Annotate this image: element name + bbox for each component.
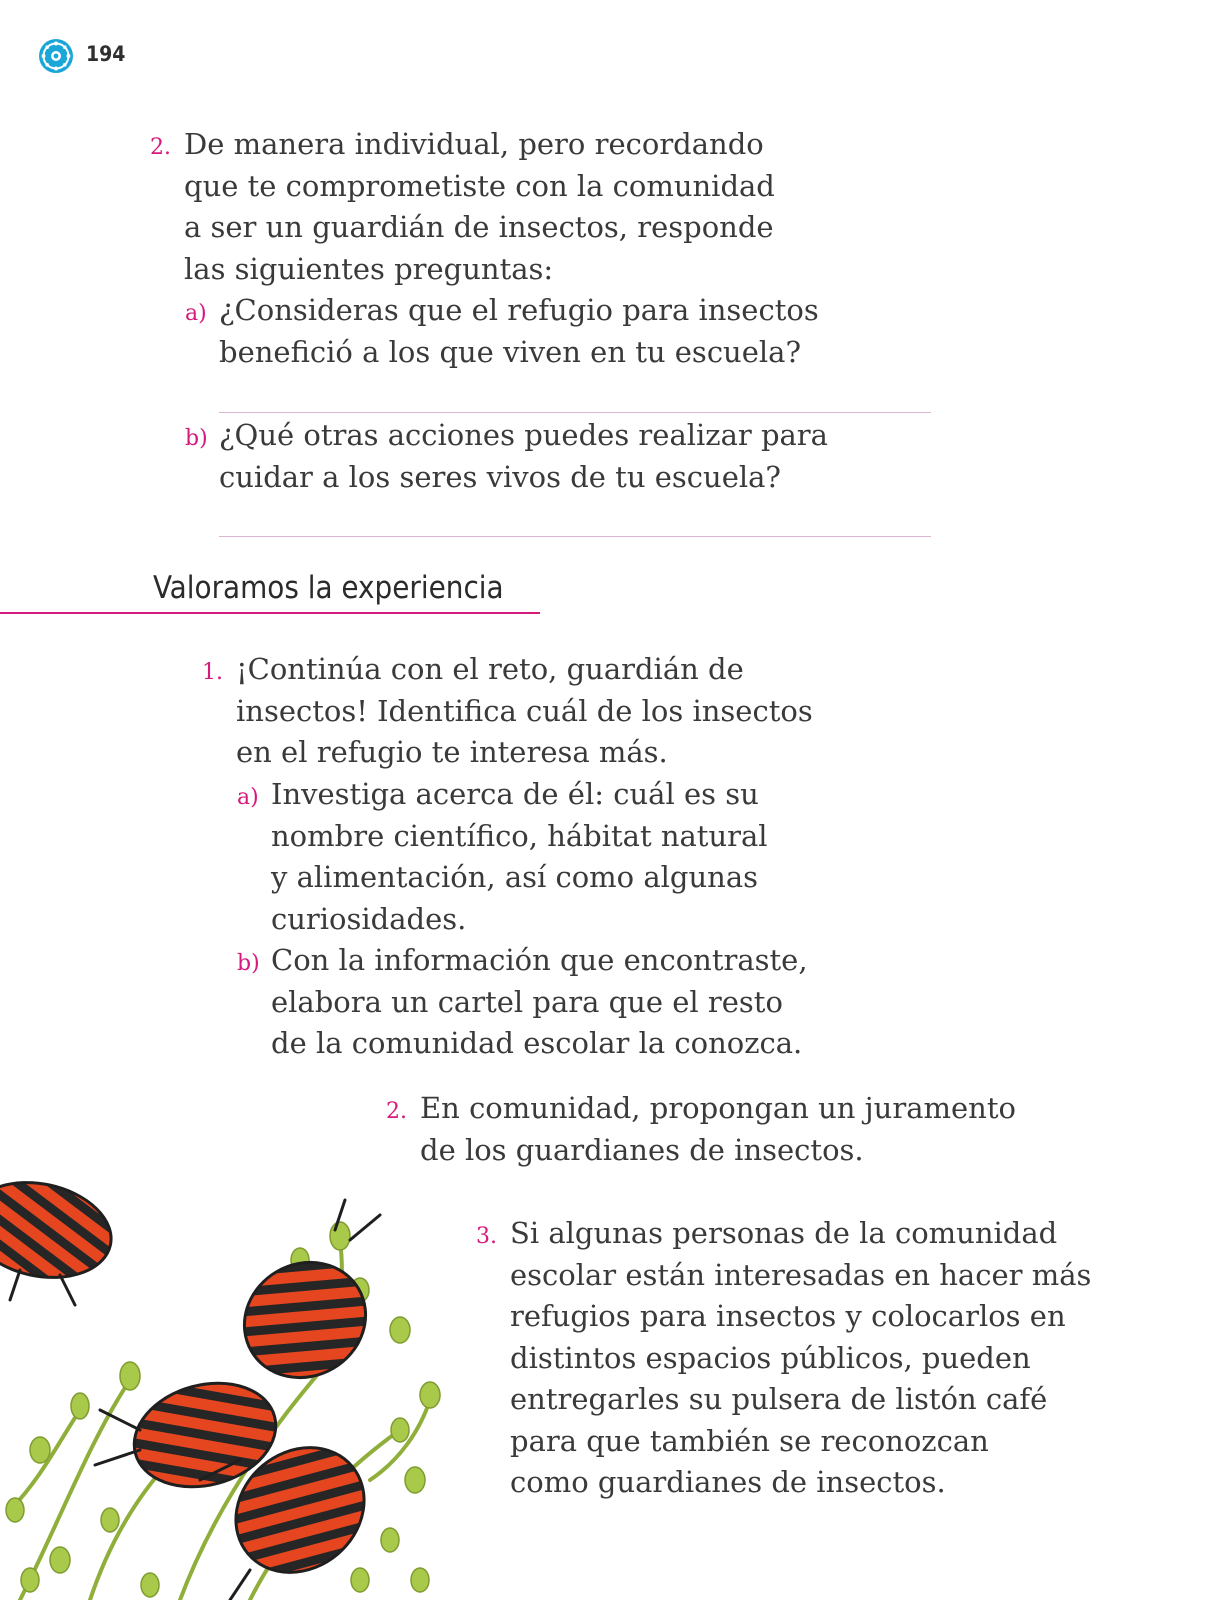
section-title: Valoramos la experiencia	[153, 570, 504, 606]
text-line: curiosidades.	[271, 901, 467, 936]
text-line: insectos! Identifica cuál de los insectos	[236, 693, 813, 728]
text-line: y alimentación, así como algunas	[271, 860, 759, 894]
answer-line[interactable]	[219, 536, 931, 537]
text-line: de la comunidad escolar la conozca.	[271, 1026, 803, 1060]
text-line: cuidar a los seres vivos de tu escuela?	[219, 459, 781, 494]
text-line: ¿Qué otras acciones puedes realizar para	[219, 418, 828, 452]
text-line: nombre científico, hábitat natural	[271, 818, 768, 853]
text-line: a ser un guardián de insectos, responde	[184, 210, 774, 244]
answer-line[interactable]	[219, 412, 931, 413]
text-line: en el refugio te interesa más.	[236, 735, 668, 769]
text-line: de los guardianes de insectos.	[420, 1132, 864, 1167]
heading-underline	[0, 612, 540, 614]
text-line: Con la información que encontraste,	[271, 943, 808, 977]
beetles-illustration	[0, 1180, 460, 1600]
text-line: como guardianes de insectos.	[510, 1465, 946, 1499]
sub-item-marker: b)	[185, 426, 208, 451]
text-line: las siguientes preguntas:	[184, 251, 554, 286]
text-line: para que también se reconozcan	[510, 1423, 989, 1458]
text-line: De manera individual, pero recordando	[184, 127, 764, 161]
page-number: 194	[86, 42, 126, 66]
sub-item-marker: a)	[185, 301, 207, 326]
item-number: 1.	[202, 660, 223, 685]
item-number: 2.	[386, 1099, 407, 1124]
item-number: 2.	[150, 135, 171, 160]
text-line: ¡Continúa con el reto, guardián de	[236, 652, 744, 686]
text-line: que te comprometiste con la comunidad	[184, 168, 775, 203]
text-line: distintos espacios públicos, pueden	[510, 1340, 1031, 1375]
text-line: entregarles su pulsera de listón café	[510, 1382, 1048, 1416]
book-emblem-icon	[38, 38, 74, 74]
text-line: benefició a los que viven en tu escuela?	[219, 334, 802, 369]
sub-item-marker: a)	[237, 785, 259, 810]
sub-item-marker: b)	[237, 951, 260, 976]
text-line: ¿Consideras que el refugio para insectos	[219, 293, 819, 327]
text-line: En comunidad, propongan un juramento	[420, 1091, 1016, 1125]
text-line: escolar están interesadas en hacer más	[510, 1257, 1092, 1292]
item-number: 3.	[476, 1224, 497, 1249]
text-line: Si algunas personas de la comunidad	[510, 1216, 1058, 1250]
text-line: Investiga acerca de él: cuál es su	[271, 777, 759, 811]
text-line: elabora un cartel para que el resto	[271, 984, 783, 1019]
text-line: refugios para insectos y colocarlos en	[510, 1299, 1066, 1333]
